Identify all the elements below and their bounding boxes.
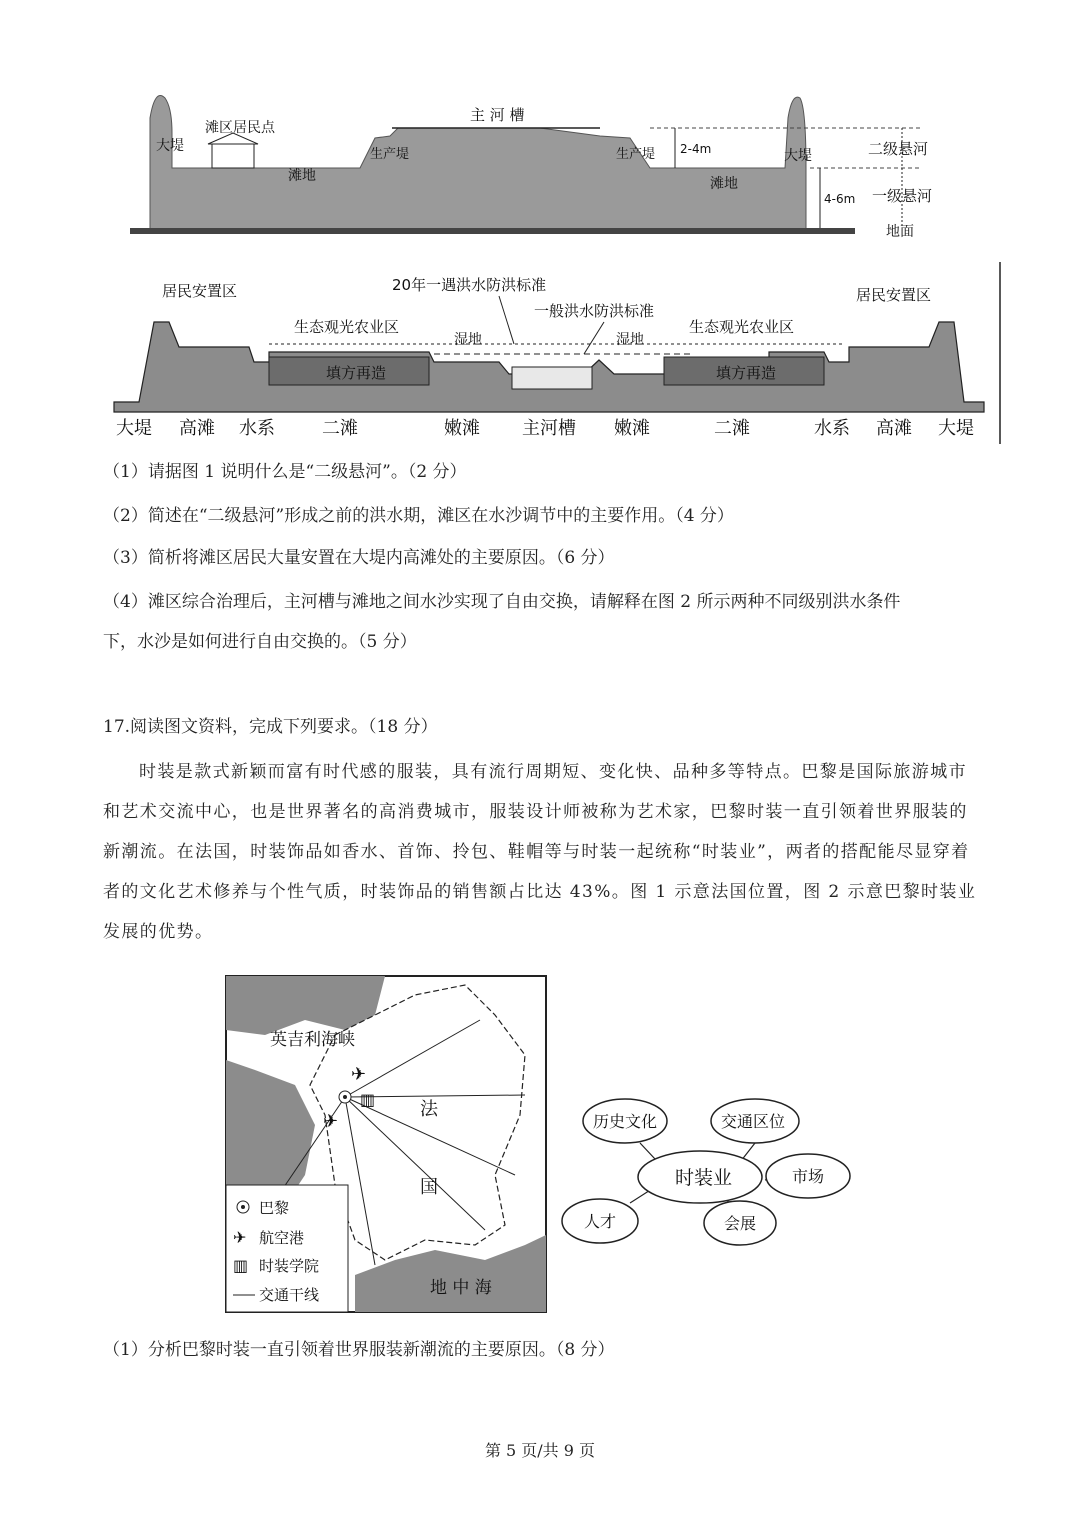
bottom-label: 二滩 — [714, 418, 750, 439]
bottom-label: 水系 — [239, 418, 275, 439]
ground-line — [130, 228, 855, 234]
bottom-label: 水系 — [814, 418, 850, 439]
legend-school-icon: ▥ — [233, 1256, 249, 1275]
figure-1-perched-river-profile — [120, 88, 960, 240]
legend-airport-label: 航空港 — [259, 1229, 305, 1247]
legend-transport-label: 交通干线 — [259, 1286, 320, 1304]
label-production-dike-right: 生产堤 — [616, 147, 656, 162]
question-16-2: （2）简述在“二级悬河”形成之前的洪水期，滩区在水沙调节中的主要作用。（4 分） — [103, 506, 734, 526]
node-label: 历史文化 — [593, 1112, 658, 1131]
bottom-label: 嫩滩 — [444, 418, 480, 439]
label-floodplain-left: 滩地 — [288, 168, 316, 184]
bottom-label: 高滩 — [179, 418, 215, 439]
label-flood-20yr: 20年一遇洪水防洪标准 — [392, 276, 547, 294]
label-flood-general: 一般洪水防洪标准 — [534, 302, 655, 320]
label-levee-right: 大堤 — [784, 148, 812, 164]
france-location-map — [225, 975, 547, 1313]
label-primary-perched: 一级悬河 — [872, 187, 933, 205]
node-center-label: 时装业 — [675, 1167, 733, 1189]
label-wetland-right: 湿地 — [616, 332, 644, 348]
label-eco-left: 生态观光农业区 — [294, 318, 400, 336]
bottom-label: 嫩滩 — [614, 418, 650, 439]
bottom-label: 二滩 — [322, 418, 358, 439]
label-strait: 英吉利海峡 — [270, 1030, 355, 1050]
node-label: 人才 — [584, 1212, 617, 1231]
label-levee-left: 大堤 — [156, 138, 184, 154]
node-label: 会展 — [724, 1214, 757, 1233]
node-label: 市场 — [792, 1167, 825, 1186]
figure-2-floodplain-profile — [104, 262, 1004, 444]
label-resettlement-left: 居民安置区 — [162, 282, 238, 300]
pointer-20yr — [499, 296, 514, 344]
label-production-dike-left: 生产堤 — [370, 147, 410, 162]
label-main-channel: 主 河 槽 — [470, 106, 525, 124]
question-17-passage: 时装是款式新颖而富有时代感的服装，具有流行周期短、变化快、品种多等特点。巴黎是国际旅游城市和艺术交流中心，也是世界著名的高消费城市，服装设计师被称为艺术家，巴黎时装一直引领着世界服装的新潮流。在法国，时装饰品如香水、首饰、拎包、鞋帽等与时装一起统称“时装业”，两者的搭配能尽显穿着者的文化艺术修养与个性气质，时装饰品的销售额占比达 43%。图 1 示意法国位置，图 2 示意巴黎时装业发展的优势。 — [103, 762, 977, 942]
legend-airport-icon: ✈ — [233, 1228, 247, 1247]
label-sea: 地 中 海 — [430, 1278, 492, 1298]
main-channel-sand — [512, 367, 592, 389]
airplane-icon: ✈ — [323, 1111, 339, 1132]
label-ground: 地面 — [886, 224, 914, 240]
label-country-1: 法 — [420, 1099, 438, 1120]
label-fill-left: 填方再造 — [326, 364, 387, 382]
bottom-label: 大堤 — [116, 418, 152, 439]
legend-school-label: 时装学院 — [259, 1257, 320, 1275]
bottom-label: 大堤 — [938, 418, 974, 439]
label-height-upper: 2-4m — [680, 142, 712, 156]
question-16-1: （1）请据图 1 说明什么是“二级悬河”。（2 分） — [103, 462, 467, 482]
question-17-title: 17.阅读图文资料，完成下列要求。（18 分） — [103, 717, 438, 737]
label-wetland-left: 湿地 — [454, 332, 482, 348]
legend-paris-dot-icon — [241, 1205, 245, 1209]
bottom-label-row — [116, 418, 974, 439]
question-17-1: （1）分析巴黎时装一直引领着世界服装新潮流的主要原因。（8 分） — [103, 1340, 615, 1360]
page-footer: 第 5 页/共 9 页 — [484, 1441, 596, 1460]
bottom-label: 主河槽 — [522, 418, 576, 439]
label-resettlement-right: 居民安置区 — [856, 286, 932, 304]
label-secondary-perched: 二级悬河 — [868, 140, 929, 158]
question-16-4-line1: （4）滩区综合治理后，主河槽与滩地之间水沙实现了自由交换，请解释在图 2 所示两种不同级别洪水条件 — [103, 592, 901, 612]
label-country-2: 国 — [420, 1177, 438, 1198]
paris-dot-icon — [343, 1095, 347, 1099]
question-16-4-line2: 下，水沙是如何进行自由交换的。（5 分） — [103, 632, 417, 652]
fashion-advantage-mindmap — [555, 1085, 865, 1255]
node-label: 交通区位 — [721, 1112, 786, 1131]
label-settlement: 滩区居民点 — [205, 120, 275, 136]
settlement-house-icon — [212, 144, 254, 168]
legend-paris-label: 巴黎 — [259, 1199, 290, 1217]
label-floodplain-right: 滩地 — [710, 176, 738, 192]
airplane-icon: ✈ — [351, 1064, 367, 1085]
label-fill-right: 填方再造 — [716, 364, 777, 382]
bottom-label: 高滩 — [876, 418, 912, 439]
pointer-general — [584, 322, 604, 354]
question-16-3: （3）简析将滩区居民大量安置在大堤内高滩处的主要原因。（6 分） — [103, 548, 615, 568]
fashion-school-icon: ▥ — [360, 1090, 376, 1109]
label-height-lower: 4-6m — [824, 192, 856, 206]
label-eco-right: 生态观光农业区 — [689, 318, 795, 336]
